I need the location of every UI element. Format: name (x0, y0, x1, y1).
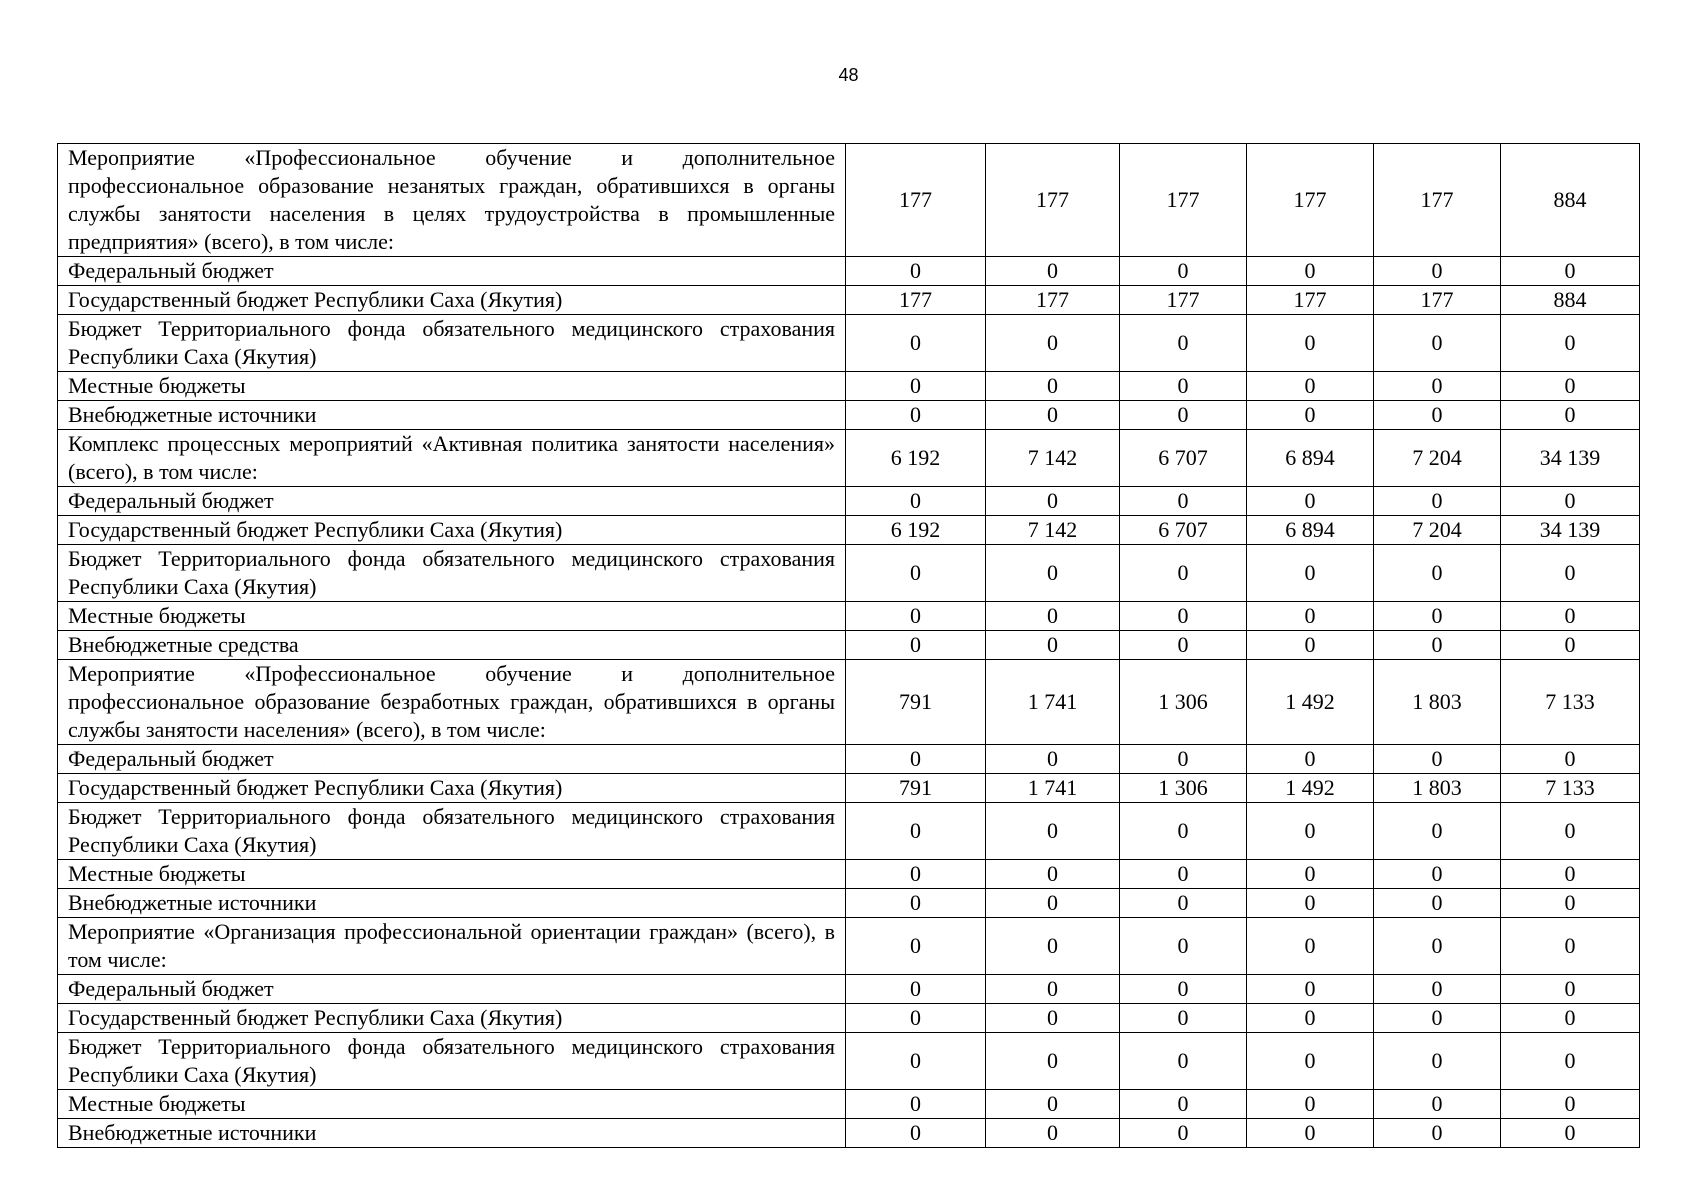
value-cell: 0 (1374, 602, 1501, 631)
value-cell: 0 (986, 803, 1120, 860)
value-cell: 0 (1120, 918, 1247, 975)
value-cell: 0 (846, 975, 986, 1004)
table-row (58, 144, 1640, 257)
value-cell: 0 (1247, 401, 1374, 430)
value-cell: 0 (1501, 860, 1640, 889)
value-cell: 0 (986, 1119, 1120, 1148)
value-cell: 0 (1374, 860, 1501, 889)
value-cell: 0 (846, 372, 986, 401)
value-cell: 0 (1120, 372, 1247, 401)
value-cell: 0 (846, 401, 986, 430)
table-row (58, 430, 1640, 487)
value-cell: 1 803 (1374, 774, 1501, 803)
value-cell: 0 (1501, 1090, 1640, 1119)
budget-table-body (58, 144, 1640, 1148)
value-cell: 0 (846, 860, 986, 889)
value-cell: 0 (1247, 315, 1374, 372)
value-cell: 0 (1120, 889, 1247, 918)
value-cell: 0 (1374, 631, 1501, 660)
value-cell: 0 (1247, 860, 1374, 889)
value-cell: 0 (1501, 372, 1640, 401)
value-cell: 0 (1247, 918, 1374, 975)
value-cell: 0 (1120, 631, 1247, 660)
value-cell: 884 (1501, 144, 1640, 257)
value-cell: 0 (1120, 1033, 1247, 1090)
value-cell: 7 142 (986, 516, 1120, 545)
value-cell: 0 (1247, 803, 1374, 860)
value-cell: 0 (986, 745, 1120, 774)
value-cell: 0 (846, 803, 986, 860)
value-cell: 0 (986, 257, 1120, 286)
value-cell: 6 894 (1247, 430, 1374, 487)
value-cell: 6 192 (846, 516, 986, 545)
value-cell: 0 (1374, 315, 1501, 372)
value-cell: 791 (846, 774, 986, 803)
value-cell: 0 (1501, 1033, 1640, 1090)
value-cell: 0 (1374, 1033, 1501, 1090)
value-cell: 0 (1247, 1119, 1374, 1148)
table-row (58, 1119, 1640, 1148)
value-cell: 0 (846, 1004, 986, 1033)
row-label: Внебюджетные средства (58, 631, 846, 660)
value-cell: 0 (1120, 1004, 1247, 1033)
value-cell: 0 (846, 745, 986, 774)
value-cell: 0 (1247, 545, 1374, 602)
value-cell: 1 741 (986, 660, 1120, 745)
row-label: Государственный бюджет Республики Саха (Якутия) (58, 286, 846, 315)
row-label: Федеральный бюджет (58, 257, 846, 286)
value-cell: 7 133 (1501, 660, 1640, 745)
row-label: Государственный бюджет Республики Саха (Якутия) (58, 774, 846, 803)
row-label: Мероприятие «Организация профессиональной ориентации граждан» (всего), в том числе: (58, 918, 846, 975)
value-cell: 0 (1247, 257, 1374, 286)
value-cell: 0 (1120, 315, 1247, 372)
row-label: Бюджет Территориального фонда обязательного медицинского страхования Республики Саха (Якутия) (58, 1033, 846, 1090)
table-row (58, 631, 1640, 660)
value-cell: 0 (846, 1033, 986, 1090)
value-cell: 7 133 (1501, 774, 1640, 803)
value-cell: 0 (1501, 1004, 1640, 1033)
value-cell: 0 (1247, 1090, 1374, 1119)
value-cell: 1 803 (1374, 660, 1501, 745)
value-cell: 6 192 (846, 430, 986, 487)
table-row (58, 1033, 1640, 1090)
row-label: Федеральный бюджет (58, 487, 846, 516)
page-number: 48 (838, 65, 859, 85)
value-cell: 0 (1501, 257, 1640, 286)
table-row (58, 774, 1640, 803)
value-cell: 6 894 (1247, 516, 1374, 545)
value-cell: 177 (1374, 144, 1501, 257)
value-cell: 0 (1374, 545, 1501, 602)
table-row (58, 860, 1640, 889)
value-cell: 0 (1374, 745, 1501, 774)
value-cell: 0 (1247, 372, 1374, 401)
value-cell: 0 (986, 315, 1120, 372)
value-cell: 0 (1501, 975, 1640, 1004)
table-row (58, 889, 1640, 918)
value-cell: 0 (1120, 602, 1247, 631)
value-cell: 0 (1120, 257, 1247, 286)
value-cell: 177 (986, 144, 1120, 257)
value-cell: 0 (986, 372, 1120, 401)
value-cell: 0 (986, 545, 1120, 602)
value-cell: 0 (986, 602, 1120, 631)
value-cell: 0 (1120, 1119, 1247, 1148)
value-cell: 0 (986, 860, 1120, 889)
row-label: Бюджет Территориального фонда обязательного медицинского страхования Республики Саха (Якутия) (58, 545, 846, 602)
value-cell: 34 139 (1501, 516, 1640, 545)
budget-table (57, 143, 1640, 1148)
value-cell: 0 (986, 1090, 1120, 1119)
value-cell: 177 (846, 144, 986, 257)
table-row (58, 372, 1640, 401)
row-label: Внебюджетные источники (58, 401, 846, 430)
value-cell: 0 (1374, 1004, 1501, 1033)
value-cell: 0 (1120, 745, 1247, 774)
value-cell: 0 (1501, 545, 1640, 602)
value-cell: 0 (846, 1119, 986, 1148)
value-cell: 177 (1374, 286, 1501, 315)
row-label: Государственный бюджет Республики Саха (Якутия) (58, 1004, 846, 1033)
value-cell: 0 (1120, 860, 1247, 889)
value-cell: 0 (1501, 487, 1640, 516)
value-cell: 0 (1247, 631, 1374, 660)
value-cell: 0 (986, 631, 1120, 660)
row-label: Мероприятие «Профессиональное обучение и дополнительное профессиональное образование незанятых граждан, обратившихся в органы службы занятости населения в целях трудоустройства в промышленные предприятия» (всего), в том числе: (58, 144, 846, 257)
table-row (58, 660, 1640, 745)
table-row (58, 487, 1640, 516)
value-cell: 0 (986, 401, 1120, 430)
value-cell: 0 (846, 487, 986, 516)
value-cell: 177 (1247, 144, 1374, 257)
value-cell: 0 (1501, 889, 1640, 918)
value-cell: 0 (1374, 975, 1501, 1004)
table-row (58, 803, 1640, 860)
row-label: Местные бюджеты (58, 860, 846, 889)
value-cell: 0 (1501, 803, 1640, 860)
value-cell: 177 (846, 286, 986, 315)
value-cell: 0 (1374, 372, 1501, 401)
value-cell: 0 (1374, 803, 1501, 860)
value-cell: 0 (1374, 889, 1501, 918)
value-cell: 1 741 (986, 774, 1120, 803)
value-cell: 0 (1501, 401, 1640, 430)
value-cell: 0 (986, 975, 1120, 1004)
table-row (58, 918, 1640, 975)
value-cell: 0 (1374, 257, 1501, 286)
value-cell: 0 (1501, 602, 1640, 631)
value-cell: 0 (1374, 1090, 1501, 1119)
table-row (58, 401, 1640, 430)
value-cell: 1 492 (1247, 774, 1374, 803)
value-cell: 1 492 (1247, 660, 1374, 745)
table-row (58, 315, 1640, 372)
value-cell: 0 (1501, 315, 1640, 372)
value-cell: 0 (986, 487, 1120, 516)
value-cell: 0 (1247, 1033, 1374, 1090)
row-label: Федеральный бюджет (58, 745, 846, 774)
table-row (58, 975, 1640, 1004)
value-cell: 0 (1120, 487, 1247, 516)
value-cell: 0 (846, 889, 986, 918)
value-cell: 0 (846, 602, 986, 631)
table-row (58, 516, 1640, 545)
value-cell: 0 (1247, 602, 1374, 631)
row-label: Государственный бюджет Республики Саха (Якутия) (58, 516, 846, 545)
table-row (58, 602, 1640, 631)
value-cell: 0 (986, 889, 1120, 918)
value-cell: 7 142 (986, 430, 1120, 487)
value-cell: 0 (1120, 401, 1247, 430)
value-cell: 0 (1374, 1119, 1501, 1148)
row-label: Комплекс процессных мероприятий «Активная политика занятости населения» (всего), в том числе: (58, 430, 846, 487)
value-cell: 0 (1501, 631, 1640, 660)
value-cell: 791 (846, 660, 986, 745)
table-row (58, 286, 1640, 315)
value-cell: 0 (1501, 918, 1640, 975)
value-cell: 0 (1501, 1119, 1640, 1148)
value-cell: 0 (1247, 1004, 1374, 1033)
value-cell: 884 (1501, 286, 1640, 315)
value-cell: 0 (1247, 975, 1374, 1004)
value-cell: 0 (1374, 487, 1501, 516)
value-cell: 0 (1120, 545, 1247, 602)
value-cell: 177 (1120, 144, 1247, 257)
value-cell: 7 204 (1374, 516, 1501, 545)
row-label: Мероприятие «Профессиональное обучение и дополнительное профессиональное образование безработных граждан, обратившихся в органы службы занятости населения» (всего), в том числе: (58, 660, 846, 745)
row-label: Внебюджетные источники (58, 1119, 846, 1148)
value-cell: 177 (1120, 286, 1247, 315)
row-label: Местные бюджеты (58, 1090, 846, 1119)
value-cell: 6 707 (1120, 430, 1247, 487)
table-row (58, 1090, 1640, 1119)
value-cell: 0 (1247, 487, 1374, 516)
value-cell: 0 (846, 315, 986, 372)
table-row (58, 545, 1640, 602)
value-cell: 0 (846, 257, 986, 286)
table-row (58, 257, 1640, 286)
value-cell: 0 (1120, 1090, 1247, 1119)
value-cell: 0 (846, 1090, 986, 1119)
value-cell: 0 (846, 918, 986, 975)
row-label: Бюджет Территориального фонда обязательного медицинского страхования Республики Саха (Якутия) (58, 803, 846, 860)
row-label: Федеральный бюджет (58, 975, 846, 1004)
value-cell: 177 (986, 286, 1120, 315)
row-label: Местные бюджеты (58, 602, 846, 631)
value-cell: 1 306 (1120, 774, 1247, 803)
row-label: Местные бюджеты (58, 372, 846, 401)
value-cell: 0 (1120, 803, 1247, 860)
table-row (58, 1004, 1640, 1033)
value-cell: 0 (1501, 745, 1640, 774)
value-cell: 7 204 (1374, 430, 1501, 487)
value-cell: 0 (1247, 745, 1374, 774)
row-label: Внебюджетные источники (58, 889, 846, 918)
value-cell: 0 (1247, 889, 1374, 918)
value-cell: 0 (986, 1004, 1120, 1033)
value-cell: 0 (986, 918, 1120, 975)
value-cell: 1 306 (1120, 660, 1247, 745)
value-cell: 0 (1374, 918, 1501, 975)
value-cell: 6 707 (1120, 516, 1247, 545)
value-cell: 0 (1120, 975, 1247, 1004)
value-cell: 0 (846, 631, 986, 660)
table-row (58, 745, 1640, 774)
value-cell: 34 139 (1501, 430, 1640, 487)
value-cell: 0 (1374, 401, 1501, 430)
row-label: Бюджет Территориального фонда обязательного медицинского страхования Республики Саха (Якутия) (58, 315, 846, 372)
value-cell: 0 (846, 545, 986, 602)
value-cell: 177 (1247, 286, 1374, 315)
value-cell: 0 (986, 1033, 1120, 1090)
